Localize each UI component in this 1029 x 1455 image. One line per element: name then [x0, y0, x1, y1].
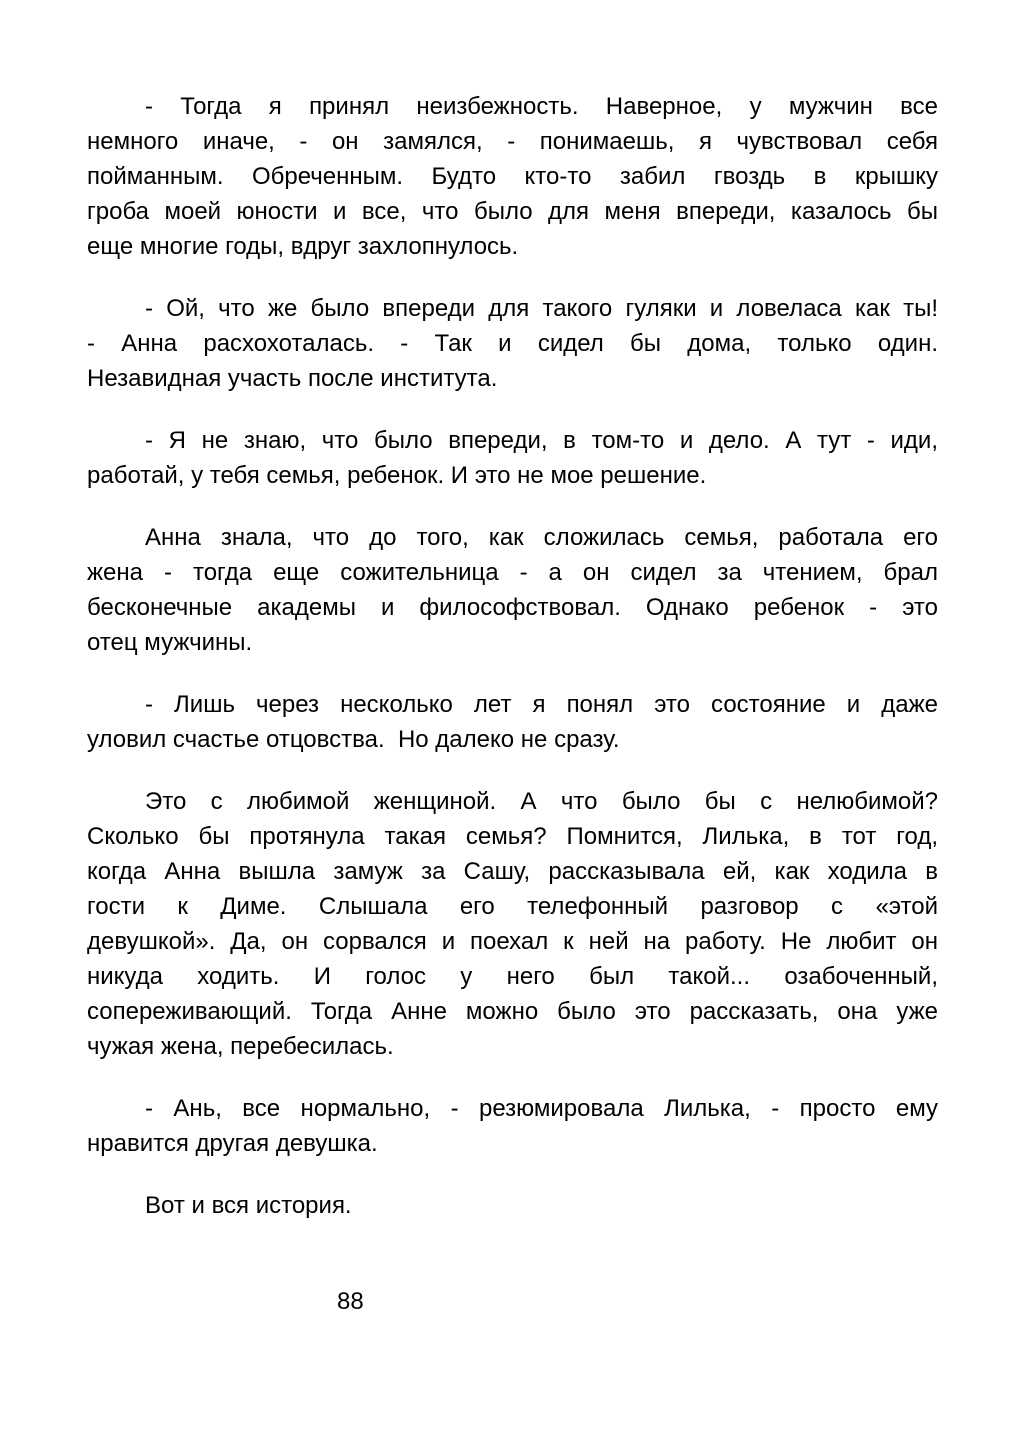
text-line: - Тогда я принял неизбежность. Наверное, у мужчин все — [145, 93, 938, 120]
text-line: - Ой, что же было впереди для такого гуляки и ловеласа как ты! — [145, 295, 938, 322]
paragraph — [87, 687, 938, 757]
text-line: Вот и вся история. — [145, 1192, 352, 1219]
paragraph — [87, 520, 938, 660]
page-number: 88 — [337, 1288, 364, 1315]
text-line: Сколько бы протянула такая семья? Помнится, Лилька, в тот год, — [87, 823, 938, 850]
text-line: сопереживающий. Тогда Анне можно было это рассказать, она уже — [87, 998, 938, 1025]
text-line: гроба моей юности и все, что было для меня впереди, казалось бы — [87, 198, 938, 225]
text-line: - Я не знаю, что было впереди, в том-то и дело. А тут - иди, — [145, 427, 938, 454]
paragraph — [87, 784, 938, 1064]
paragraph — [87, 1188, 938, 1223]
text-line: Анна знала, что до того, как сложилась семья, работала его — [145, 524, 938, 551]
text-line: - Ань, все нормально, - резюмировала Лилька, - просто ему — [145, 1095, 938, 1122]
text-line: отец мужчины. — [87, 629, 253, 656]
paragraph — [87, 89, 938, 264]
text-line: работай, у тебя семья, ребенок. И это не мое решение. — [87, 462, 707, 489]
text-line: гости к Диме. Слышала его телефонный разговор с «этой — [87, 893, 938, 920]
text-line: пойманным. Обреченным. Будто кто-то забил гвоздь в крышку — [87, 163, 938, 190]
paragraph — [87, 291, 938, 396]
text-line: когда Анна вышла замуж за Сашу, рассказывала ей, как ходила в — [87, 858, 938, 885]
text-line: нравится другая девушка. — [87, 1130, 378, 1157]
page-text — [87, 89, 938, 1223]
text-line: бесконечные академы и философствовал. Однако ребенок - это — [87, 594, 938, 621]
text-line: уловил счастье отцовства. Но далеко не сразу. — [87, 726, 620, 753]
paragraph — [87, 423, 938, 493]
text-line: немного иначе, - он замялся, - понимаешь, я чувствовал себя — [87, 128, 938, 155]
text-line: чужая жена, перебесилась. — [87, 1033, 394, 1060]
text-line: еще многие годы, вдруг захлопнулось. — [87, 233, 519, 260]
paragraph — [87, 1091, 938, 1161]
text-line: девушкой». Да, он сорвался и поехал к ней на работу. Не любит он — [87, 928, 938, 955]
text-line: никуда ходить. И голос у него был такой... озабоченный, — [87, 963, 938, 990]
text-line: - Анна расхохоталась. - Так и сидел бы дома, только один. — [87, 330, 938, 357]
text-line: жена - тогда еще сожительница - а он сидел за чтением, брал — [87, 559, 938, 586]
text-line: Незавидная участь после института. — [87, 365, 498, 392]
text-line: - Лишь через несколько лет я понял это состояние и даже — [145, 691, 938, 718]
text-line: Это с любимой женщиной. А что было бы с нелюбимой? — [145, 788, 938, 815]
